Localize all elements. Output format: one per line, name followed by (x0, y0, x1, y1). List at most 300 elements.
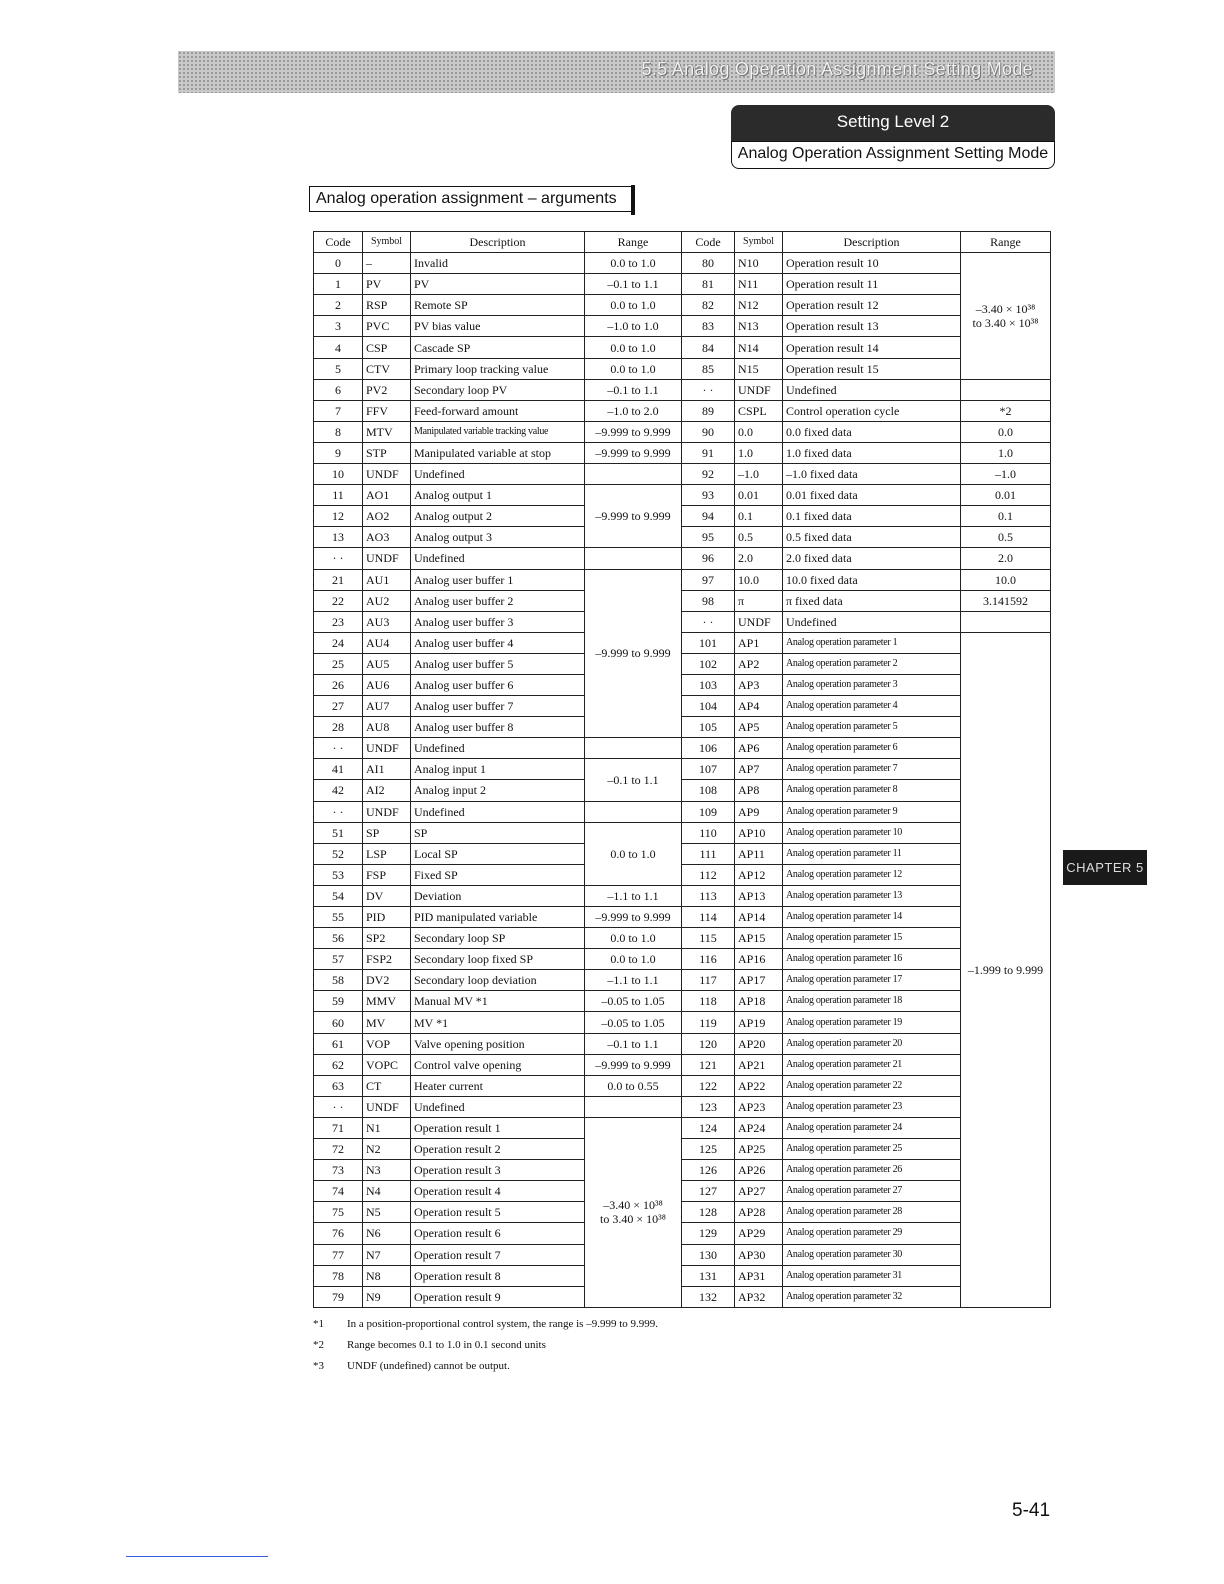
symbol-cell: AP20 (735, 1033, 783, 1054)
description-cell: Analog operation parameter 12 (783, 864, 961, 885)
symbol-cell: PID (363, 907, 411, 928)
code-cell: 78 (314, 1265, 363, 1286)
symbol-cell: 0.0 (735, 421, 783, 442)
table-row (314, 569, 1051, 590)
table-row (314, 358, 1051, 379)
code-cell: 121 (682, 1054, 735, 1075)
description-cell: 0.5 fixed data (783, 527, 961, 548)
code-cell: 5 (314, 358, 363, 379)
description-cell: Analog operation parameter 10 (783, 822, 961, 843)
table-row (314, 464, 1051, 485)
symbol-cell: 0.1 (735, 506, 783, 527)
description-cell: Analog operation parameter 18 (783, 991, 961, 1012)
code-cell: 61 (314, 1033, 363, 1054)
symbol-cell: N14 (735, 337, 783, 358)
footnote-text: Range becomes 0.1 to 1.0 in 0.1 second units (347, 1339, 546, 1351)
table-row (314, 759, 1051, 780)
col-header-symbol: Symbol (363, 232, 411, 253)
table-row (314, 843, 1051, 864)
symbol-cell: PVC (363, 316, 411, 337)
code-cell: 26 (314, 674, 363, 695)
description-cell: Secondary loop deviation (411, 970, 585, 991)
table-row (314, 485, 1051, 506)
description-cell: Deviation (411, 885, 585, 906)
footnote (313, 1335, 658, 1356)
table-row (314, 632, 1051, 653)
table-row (314, 274, 1051, 295)
range-cell: –9.999 to 9.999 (585, 485, 682, 548)
description-cell: Undefined (411, 1096, 585, 1117)
code-cell: · · (682, 379, 735, 400)
code-cell: 90 (682, 421, 735, 442)
description-cell: Manual MV *1 (411, 991, 585, 1012)
description-cell: Analog input 2 (411, 780, 585, 801)
description-cell: Analog operation parameter 32 (783, 1286, 961, 1307)
code-cell: 92 (682, 464, 735, 485)
symbol-cell: FFV (363, 400, 411, 421)
table-row (314, 548, 1051, 569)
col-header-code: Code (314, 232, 363, 253)
description-cell: Analog user buffer 1 (411, 569, 585, 590)
description-cell: Analog operation parameter 27 (783, 1181, 961, 1202)
table-row (314, 780, 1051, 801)
code-cell: 53 (314, 864, 363, 885)
table-row (314, 885, 1051, 906)
code-cell: 106 (682, 738, 735, 759)
footnote (313, 1356, 658, 1377)
description-cell: Analog operation parameter 17 (783, 970, 961, 991)
setting-level-label: Setting Level 2 (836, 112, 950, 131)
range-cell: 0.1 (961, 506, 1051, 527)
code-cell: 125 (682, 1139, 735, 1160)
range-cell: 0.0 to 1.0 (585, 253, 682, 274)
code-cell: 85 (682, 358, 735, 379)
symbol-cell: FSP (363, 864, 411, 885)
symbol-cell: CSP (363, 337, 411, 358)
symbol-cell: VOP (363, 1033, 411, 1054)
description-cell: Analog operation parameter 30 (783, 1244, 961, 1265)
table-row (314, 1054, 1051, 1075)
symbol-cell: N12 (735, 295, 783, 316)
code-cell: 111 (682, 843, 735, 864)
symbol-cell: MV (363, 1012, 411, 1033)
table-header-row (314, 232, 1051, 253)
description-cell: Operation result 11 (783, 274, 961, 295)
table-row (314, 1012, 1051, 1033)
symbol-cell: PV (363, 274, 411, 295)
symbol-cell: SP2 (363, 928, 411, 949)
symbol-cell: AP29 (735, 1223, 783, 1244)
setting-level-box (731, 105, 1055, 143)
code-cell: 120 (682, 1033, 735, 1054)
table-row (314, 590, 1051, 611)
range-cell (585, 801, 682, 822)
range-cell (961, 253, 1051, 380)
range-line: –3.40 × 10³⁸ (975, 301, 1036, 316)
code-cell: 112 (682, 864, 735, 885)
symbol-cell: CTV (363, 358, 411, 379)
description-cell: π fixed data (783, 590, 961, 611)
description-cell: PID manipulated variable (411, 907, 585, 928)
symbol-cell: N10 (735, 253, 783, 274)
code-cell: 107 (682, 759, 735, 780)
table-title: Analog operation assignment – arguments (309, 186, 632, 212)
code-cell: 12 (314, 506, 363, 527)
footnote-mark: *1 (313, 1318, 324, 1330)
range-cell: 0.0 to 1.0 (585, 295, 682, 316)
code-cell: 74 (314, 1181, 363, 1202)
description-cell: Analog operation parameter 4 (783, 696, 961, 717)
code-cell: 116 (682, 949, 735, 970)
table-row (314, 1139, 1051, 1160)
table-row (314, 1265, 1051, 1286)
table-row (314, 1075, 1051, 1096)
symbol-cell: N5 (363, 1202, 411, 1223)
code-cell: 94 (682, 506, 735, 527)
description-cell: Analog operation parameter 9 (783, 801, 961, 822)
description-cell: 10.0 fixed data (783, 569, 961, 590)
code-cell: 55 (314, 907, 363, 928)
code-cell: 57 (314, 949, 363, 970)
table-row (314, 527, 1051, 548)
table-row (314, 822, 1051, 843)
symbol-cell: N11 (735, 274, 783, 295)
symbol-cell: N3 (363, 1160, 411, 1181)
symbol-cell: DV (363, 885, 411, 906)
symbol-cell: UNDF (363, 548, 411, 569)
symbol-cell: AP13 (735, 885, 783, 906)
description-cell: Analog operation parameter 8 (783, 780, 961, 801)
table-row (314, 337, 1051, 358)
description-cell: Undefined (783, 379, 961, 400)
code-cell: · · (314, 1096, 363, 1117)
code-cell: 119 (682, 1012, 735, 1033)
code-cell: 126 (682, 1160, 735, 1181)
description-cell: Operation result 12 (783, 295, 961, 316)
code-cell: 113 (682, 885, 735, 906)
description-cell: Analog operation parameter 5 (783, 717, 961, 738)
symbol-cell: UNDF (363, 1096, 411, 1117)
symbol-cell: N15 (735, 358, 783, 379)
description-cell: Analog output 3 (411, 527, 585, 548)
table-row (314, 991, 1051, 1012)
footnote-mark: *3 (313, 1360, 324, 1372)
range-cell: –9.999 to 9.999 (585, 569, 682, 738)
description-cell: Heater current (411, 1075, 585, 1096)
code-cell: 76 (314, 1223, 363, 1244)
description-cell: Undefined (411, 801, 585, 822)
table-row (314, 1117, 1051, 1138)
code-cell: 58 (314, 970, 363, 991)
range-cell (585, 464, 682, 485)
symbol-cell: AP19 (735, 1012, 783, 1033)
range-cell: –9.999 to 9.999 (585, 907, 682, 928)
description-cell: PV bias value (411, 316, 585, 337)
range-cell: –0.05 to 1.05 (585, 1012, 682, 1033)
symbol-cell: N1 (363, 1117, 411, 1138)
description-cell: Secondary loop fixed SP (411, 949, 585, 970)
description-cell: Control valve opening (411, 1054, 585, 1075)
range-cell: –0.1 to 1.1 (585, 759, 682, 801)
code-cell: 129 (682, 1223, 735, 1244)
description-cell: Control operation cycle (783, 400, 961, 421)
code-cell: 27 (314, 696, 363, 717)
table-row (314, 611, 1051, 632)
symbol-cell: FSP2 (363, 949, 411, 970)
range-cell: –9.999 to 9.999 (585, 442, 682, 463)
symbol-cell: N7 (363, 1244, 411, 1265)
description-cell: 1.0 fixed data (783, 442, 961, 463)
code-cell: 131 (682, 1265, 735, 1286)
range-cell: 0.0 to 0.55 (585, 1075, 682, 1096)
code-cell: 56 (314, 928, 363, 949)
code-cell: 75 (314, 1202, 363, 1223)
symbol-cell: MTV (363, 421, 411, 442)
description-cell: Analog user buffer 6 (411, 674, 585, 695)
table-row (314, 653, 1051, 674)
code-cell: 62 (314, 1054, 363, 1075)
description-cell: Analog operation parameter 2 (783, 653, 961, 674)
description-cell: Remote SP (411, 295, 585, 316)
code-cell: 3 (314, 316, 363, 337)
range-line: –3.40 × 10³⁸ (603, 1198, 663, 1213)
code-cell: 6 (314, 379, 363, 400)
symbol-cell: AP11 (735, 843, 783, 864)
description-cell: Analog operation parameter 3 (783, 674, 961, 695)
range-cell: 0.0 to 1.0 (585, 358, 682, 379)
description-cell: Undefined (411, 548, 585, 569)
range-cell: 1.0 (961, 442, 1051, 463)
range-cell: 0.0 to 1.0 (585, 949, 682, 970)
symbol-cell: MMV (363, 991, 411, 1012)
range-cell (585, 738, 682, 759)
symbol-cell: AP17 (735, 970, 783, 991)
code-cell: 105 (682, 717, 735, 738)
table-row (314, 970, 1051, 991)
setting-mode-box (731, 141, 1055, 169)
range-cell: *2 (961, 400, 1051, 421)
description-cell: Analog operation parameter 31 (783, 1265, 961, 1286)
range-cell: 0.0 (961, 421, 1051, 442)
description-cell: Operation result 8 (411, 1265, 585, 1286)
range-cell: 0.5 (961, 527, 1051, 548)
symbol-cell: AP23 (735, 1096, 783, 1117)
table-row (314, 316, 1051, 337)
footnote-text: In a position-proportional control system, the range is –9.999 to 9.999. (347, 1318, 659, 1330)
code-cell: 4 (314, 337, 363, 358)
table-row (314, 379, 1051, 400)
code-cell: 130 (682, 1244, 735, 1265)
description-cell: Valve opening position (411, 1033, 585, 1054)
code-cell: 7 (314, 400, 363, 421)
description-cell: Analog operation parameter 19 (783, 1012, 961, 1033)
section-header-title: 5.5 Analog Operation Assignment Setting Mode (641, 59, 1033, 79)
table-row (314, 1223, 1051, 1244)
code-cell: 83 (682, 316, 735, 337)
description-cell: Local SP (411, 843, 585, 864)
code-cell: · · (314, 738, 363, 759)
description-cell: Manipulated variable tracking value (411, 421, 585, 442)
symbol-cell: 0.5 (735, 527, 783, 548)
range-cell: –1.1 to 1.1 (585, 885, 682, 906)
range-cell (585, 1096, 682, 1117)
code-cell: 80 (682, 253, 735, 274)
symbol-cell: AP7 (735, 759, 783, 780)
code-cell: 10 (314, 464, 363, 485)
range-cell: 0.0 to 1.0 (585, 822, 682, 885)
footnote (313, 1314, 658, 1335)
symbol-cell: CSPL (735, 400, 783, 421)
symbol-cell: PV2 (363, 379, 411, 400)
table-row (314, 1202, 1051, 1223)
description-cell: Operation result 9 (411, 1286, 585, 1307)
description-cell: Operation result 2 (411, 1139, 585, 1160)
code-cell: 77 (314, 1244, 363, 1265)
symbol-cell: AP24 (735, 1117, 783, 1138)
code-cell: 93 (682, 485, 735, 506)
code-cell: 52 (314, 843, 363, 864)
range-cell (961, 611, 1051, 632)
symbol-cell: AP22 (735, 1075, 783, 1096)
symbol-cell: – (363, 253, 411, 274)
table-row (314, 949, 1051, 970)
symbol-cell: N9 (363, 1286, 411, 1307)
footnote-mark: *2 (313, 1339, 324, 1351)
description-cell: 2.0 fixed data (783, 548, 961, 569)
range-cell: 0.0 to 1.0 (585, 928, 682, 949)
range-cell: 2.0 (961, 548, 1051, 569)
description-cell: Analog operation parameter 24 (783, 1117, 961, 1138)
code-cell: 22 (314, 590, 363, 611)
description-cell: Feed-forward amount (411, 400, 585, 421)
description-cell: Operation result 7 (411, 1244, 585, 1265)
code-cell: 72 (314, 1139, 363, 1160)
description-cell: Analog operation parameter 15 (783, 928, 961, 949)
code-cell: 25 (314, 653, 363, 674)
symbol-cell: AP32 (735, 1286, 783, 1307)
col-header-description: Description (411, 232, 585, 253)
description-cell: Analog user buffer 2 (411, 590, 585, 611)
table-row (314, 696, 1051, 717)
table-row (314, 400, 1051, 421)
code-cell: · · (682, 611, 735, 632)
table-row (314, 801, 1051, 822)
description-cell: Analog operation parameter 14 (783, 907, 961, 928)
table-row (314, 1181, 1051, 1202)
description-cell: Operation result 13 (783, 316, 961, 337)
description-cell: Operation result 4 (411, 1181, 585, 1202)
table-row (314, 674, 1051, 695)
code-cell: 24 (314, 632, 363, 653)
code-cell: 110 (682, 822, 735, 843)
code-cell: 81 (682, 274, 735, 295)
description-cell: Operation result 10 (783, 253, 961, 274)
description-cell: MV *1 (411, 1012, 585, 1033)
description-cell: Analog output 2 (411, 506, 585, 527)
col-header-symbol: Symbol (735, 232, 783, 253)
symbol-cell: UNDF (363, 738, 411, 759)
code-cell: 103 (682, 674, 735, 695)
symbol-cell: AI1 (363, 759, 411, 780)
code-cell: 73 (314, 1160, 363, 1181)
arguments-table (313, 231, 1051, 1308)
col-header-code: Code (682, 232, 735, 253)
code-cell: 11 (314, 485, 363, 506)
code-cell: 89 (682, 400, 735, 421)
description-cell: Analog operation parameter 16 (783, 949, 961, 970)
code-cell: 95 (682, 527, 735, 548)
description-cell: Operation result 6 (411, 1223, 585, 1244)
symbol-cell: N6 (363, 1223, 411, 1244)
symbol-cell: 1.0 (735, 442, 783, 463)
code-cell: · · (314, 548, 363, 569)
table-row (314, 506, 1051, 527)
symbol-cell: AP2 (735, 653, 783, 674)
symbol-cell: SP (363, 822, 411, 843)
code-cell: 9 (314, 442, 363, 463)
col-header-description: Description (783, 232, 961, 253)
symbol-cell: LSP (363, 843, 411, 864)
description-cell: Analog operation parameter 22 (783, 1075, 961, 1096)
code-cell: 101 (682, 632, 735, 653)
code-cell: 115 (682, 928, 735, 949)
description-cell: Secondary loop SP (411, 928, 585, 949)
code-cell: 0 (314, 253, 363, 274)
symbol-cell: AP5 (735, 717, 783, 738)
code-cell: 114 (682, 907, 735, 928)
code-cell: 96 (682, 548, 735, 569)
description-cell: PV (411, 274, 585, 295)
code-cell: 21 (314, 569, 363, 590)
range-cell: –1.0 to 1.0 (585, 316, 682, 337)
symbol-cell: AP3 (735, 674, 783, 695)
symbol-cell: AP28 (735, 1202, 783, 1223)
symbol-cell: π (735, 590, 783, 611)
table-row (314, 1160, 1051, 1181)
description-cell: Analog operation parameter 26 (783, 1160, 961, 1181)
range-cell: –0.1 to 1.1 (585, 379, 682, 400)
description-cell: Operation result 3 (411, 1160, 585, 1181)
range-cell: –0.05 to 1.05 (585, 991, 682, 1012)
range-line: to 3.40 × 10³⁸ (972, 315, 1039, 330)
description-cell: Undefined (411, 464, 585, 485)
symbol-cell: UNDF (735, 611, 783, 632)
description-cell: Analog output 1 (411, 485, 585, 506)
range-cell: 10.0 (961, 569, 1051, 590)
symbol-cell: AO1 (363, 485, 411, 506)
code-cell: 1 (314, 274, 363, 295)
symbol-cell: AP21 (735, 1054, 783, 1075)
table-row (314, 1033, 1051, 1054)
symbol-cell: AP6 (735, 738, 783, 759)
symbol-cell: AU8 (363, 717, 411, 738)
code-cell: 51 (314, 822, 363, 843)
symbol-cell: AU6 (363, 674, 411, 695)
description-cell: Analog user buffer 7 (411, 696, 585, 717)
table-row (314, 1244, 1051, 1265)
table-row (314, 1096, 1051, 1117)
range-cell (585, 548, 682, 569)
range-cell: –1.0 (961, 464, 1051, 485)
symbol-cell: UNDF (363, 464, 411, 485)
range-cell: –9.999 to 9.999 (585, 1054, 682, 1075)
description-cell: Operation result 15 (783, 358, 961, 379)
description-cell: 0.0 fixed data (783, 421, 961, 442)
symbol-cell: AP16 (735, 949, 783, 970)
bottom-rule (126, 1556, 268, 1557)
chapter-tab (1063, 850, 1147, 885)
symbol-cell: AU4 (363, 632, 411, 653)
